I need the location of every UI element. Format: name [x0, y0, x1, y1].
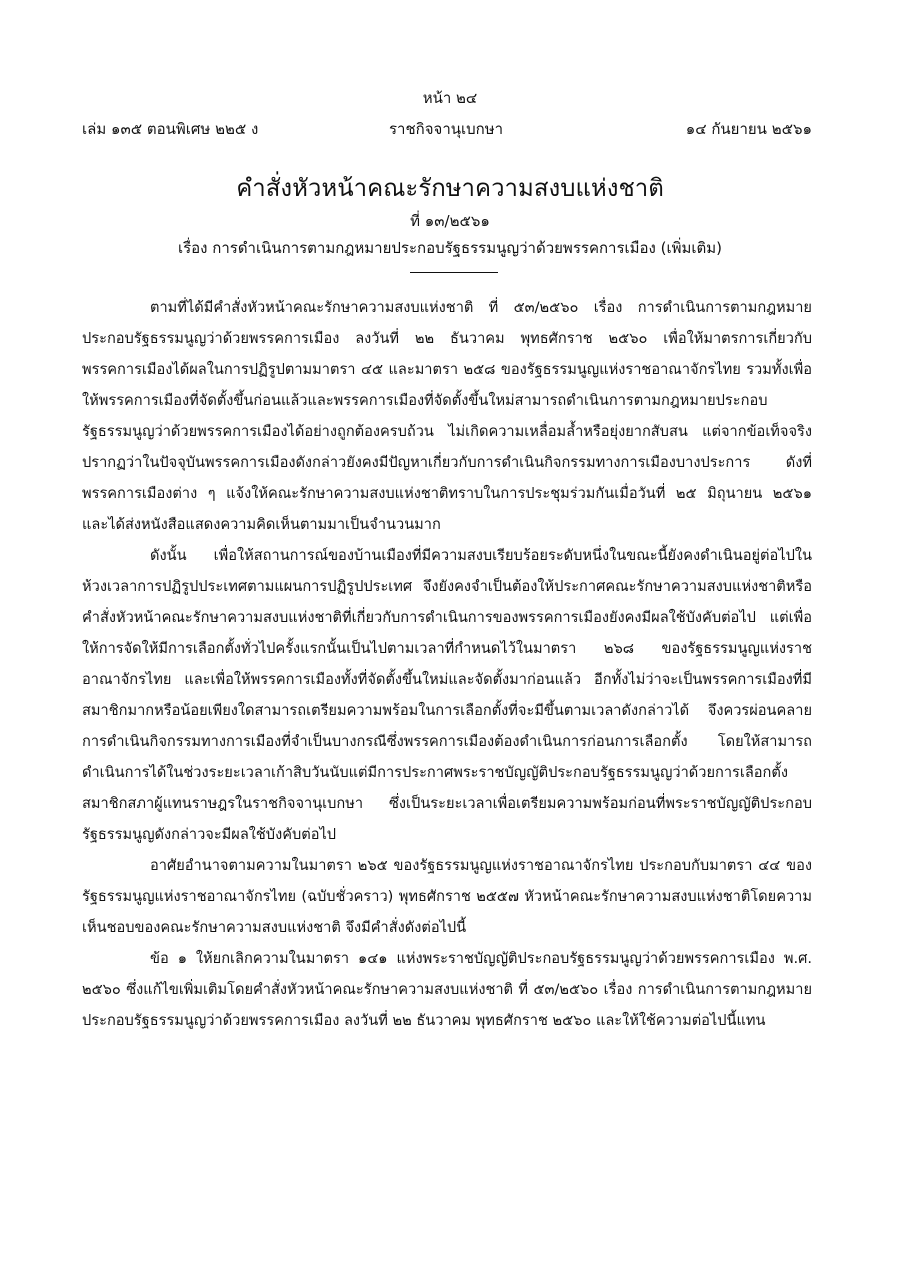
- volume-issue: เล่ม ๑๓๕ ตอนพิเศษ ๒๒๕ ง: [82, 120, 259, 138]
- publication-date: ๑๔ กันยายน ๒๕๖๑: [685, 120, 812, 138]
- order-number: ที่ ๑๓/๒๕๖๑: [410, 212, 490, 230]
- page-number: หน้า ๒๔: [422, 89, 478, 107]
- paragraph-rationale: ดังนั้น เพื่อให้สถานการณ์ของบ้านเมืองที่มีความสงบเรียบร้อยระดับหนึ่งในขณะนี้ยังคงดำเนินอยู่ต่อไปในห้วงเวลาการปฏิรูปประเทศตามแผนการปฏิรูปประเทศ จึงยังคงจำเป็นต้องให้ประกาศคณะรักษาความสงบแห่งชาติหรือคำสั่งหัวหน้าคณะรักษาความสงบแห่งชาติที่เกี่ยวกับการดำเนินการของพรรคการเมืองยังคงมีผลใช้บังคับต่อไป แต่เพื่อให้การจัดให้มีการเลือกตั้งทั่วไปครั้งแรกนั้นเป็นไปตามเวลาที่กำหนดไว้ในมาตรา ๒๖๘ ของรัฐธรรมนูญแห่งราชอาณาจักรไทย และเพื่อให้พรรคการเมืองทั้งที่จัดตั้งขึ้นใหม่และจัดตั้งมาก่อนแล้ว อีกทั้งไม่ว่าจะเป็นพรรคการเมืองที่มีสมาชิกมากหรือน้อยเพียงใดสามารถเตรียมความพร้อมในการเลือกตั้งที่จะมีขึ้นตามเวลาดังกล่าวได้ จึงควรผ่อนคลายการดำเนินกิจกรรมทางการเมืองที่จำเป็นบางกรณีซึ่งพรรคการเมืองต้องดำเนินการก่อนการเลือกตั้ง โดยให้สามารถดำเนินการได้ในช่วงระยะเวลาเก้าสิบวันนับแต่มีการประกาศพระราชบัญญัติประกอบรัฐธรรมนูญว่าด้วยการเลือกตั้งสมาชิกสภาผู้แทนราษฎรในราชกิจจานุเบกษา ซึ่งเป็นระยะเวลาเพื่อเตรียมความพร้อมก่อนที่พระราชบัญญัติประกอบรัฐธรรมนูญดังกล่าวจะมีผลใช้บังคับต่อไป: [82, 547, 812, 843]
- paragraph-clause-1: ข้อ ๑ ให้ยกเลิกความในมาตรา ๑๔๑ แห่งพระราชบัญญัติประกอบรัฐธรรมนูญว่าด้วยพรรคการเมือง พ.ศ. ๒๕๖๐ ซึ่งแก้ไขเพิ่มเติมโดยคำสั่งหัวหน้าคณะรักษาความสงบแห่งชาติ ที่ ๕๓/๒๕๖๐ เรื่อง การดำเนินการตามกฎหมายประกอบรัฐธรรมนูญว่าด้วยพรรคการเมือง ลงวันที่ ๒๒ ธันวาคม พุทธศักราช ๒๕๖๐ และให้ใช้ความต่อไปนี้แทน: [82, 950, 812, 1029]
- gazette-header: [82, 117, 812, 139]
- publication-name: ราชกิจจานุเบกษา: [389, 120, 504, 138]
- order-body: [82, 292, 812, 1036]
- title-divider: [410, 272, 498, 273]
- order-subject: เรื่อง การดำเนินการตามกฎหมายประกอบรัฐธรรมนูญว่าด้วยพรรคการเมือง (เพิ่มเติม): [177, 239, 723, 257]
- order-title: คำสั่งหัวหน้าคณะรักษาความสงบแห่งชาติ: [236, 174, 664, 202]
- paragraph-authority: อาศัยอำนาจตามความในมาตรา ๒๖๕ ของรัฐธรรมนูญแห่งราชอาณาจักรไทย ประกอบกับมาตรา ๔๔ ของรัฐธรรมนูญแห่งราชอาณาจักรไทย (ฉบับชั่วคราว) พุทธศักราช ๒๕๕๗ หัวหน้าคณะรักษาความสงบแห่งชาติโดยความเห็นชอบของคณะรักษาความสงบแห่งชาติ จึงมีคำสั่งดังต่อไปนี้: [82, 857, 812, 936]
- paragraph-preamble: ตามที่ได้มีคำสั่งหัวหน้าคณะรักษาความสงบแห่งชาติ ที่ ๕๓/๒๕๖๐ เรื่อง การดำเนินการตามกฎหมายประกอบรัฐธรรมนูญว่าด้วยพรรคการเมือง ลงวันที่ ๒๒ ธันวาคม พุทธศักราช ๒๕๖๐ เพื่อให้มาตรการเกี่ยวกับพรรคการเมืองได้ผลในการปฏิรูปตามมาตรา ๔๕ และมาตรา ๒๕๘ ของรัฐธรรมนูญแห่งราชอาณาจักรไทย รวมทั้งเพื่อให้พรรคการเมืองที่จัดตั้งขึ้นก่อนแล้วและพรรคการเมืองที่จัดตั้งขึ้นใหม่สามารถดำเนินการตามกฎหมายประกอบรัฐธรรมนูญว่าด้วยพรรคการเมืองได้อย่างถูกต้องครบถ้วน ไม่เกิดความเหลื่อมล้ำหรือยุ่งยากสับสน แต่จากข้อเท็จจริงปรากฏว่าในปัจจุบันพรรคการเมืองดังกล่าวยังคงมีปัญหาเกี่ยวกับการดำเนินกิจกรรมทางการเมืองบางประการ ดังที่พรรคการเมืองต่าง ๆ แจ้งให้คณะรักษาความสงบแห่งชาติทราบในการประชุมร่วมกันเมื่อวันที่ ๒๕ มิถุนายน ๒๕๖๑ และได้ส่งหนังสือแสดงความคิดเห็นตามมาเป็นจำนวนมาก: [82, 299, 812, 533]
